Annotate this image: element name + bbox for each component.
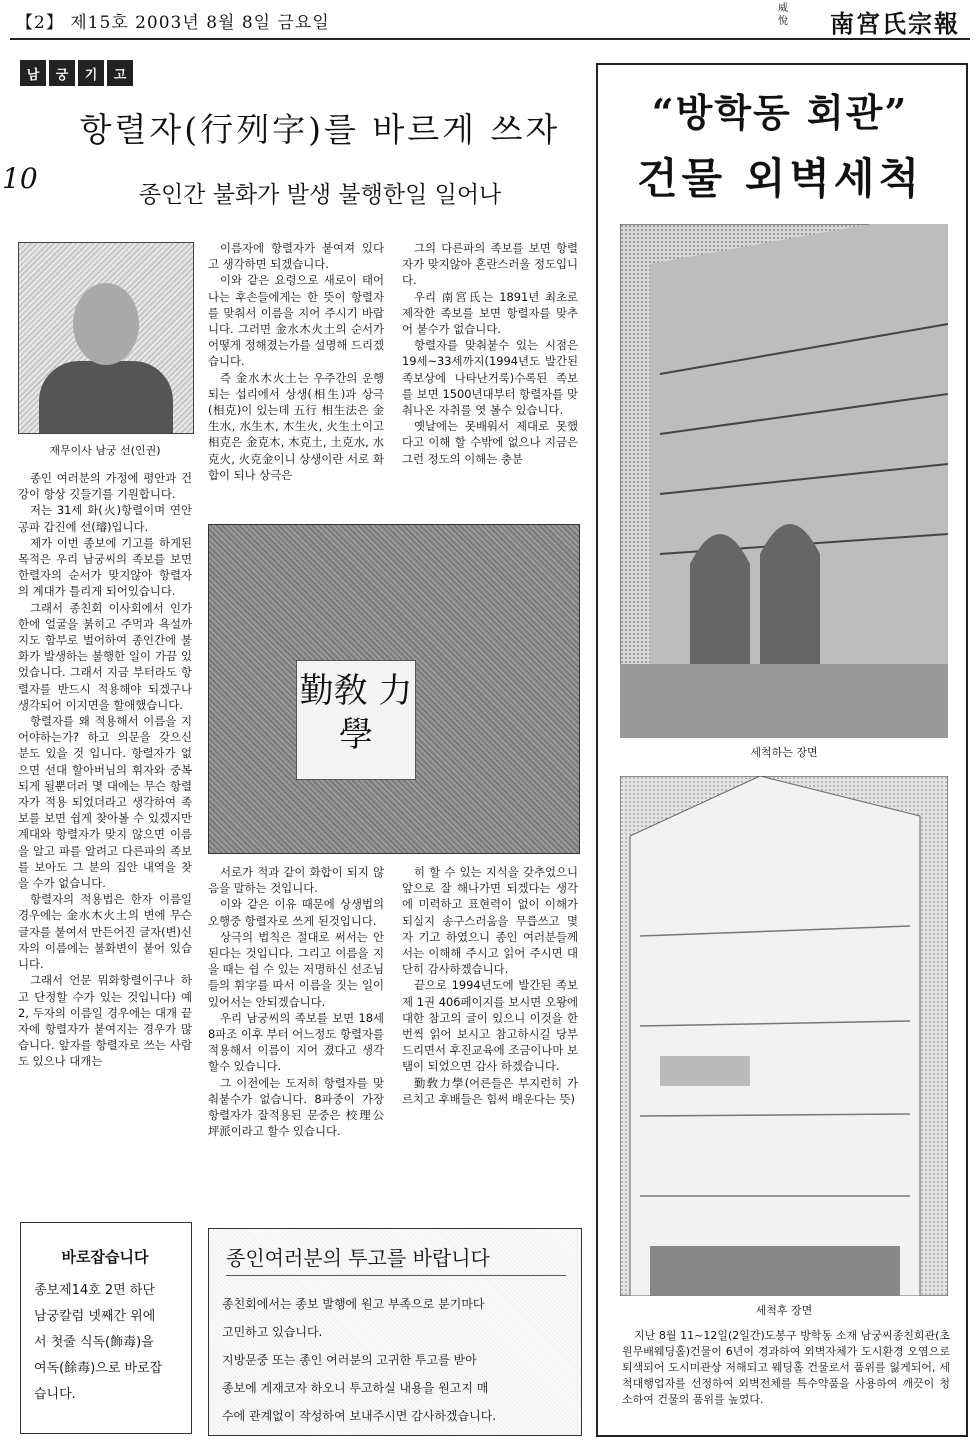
submission-body bbox=[222, 1290, 566, 1430]
paragraph: 그의 다른파의 족보를 보면 항렬자가 맞지않아 혼란스러울 정도입니다. bbox=[402, 241, 578, 288]
correction-line: 서 첫줄 식독(飾毒)을 bbox=[34, 1335, 154, 1350]
correction-line: 여독(餘毒)으로 바로잡 bbox=[34, 1361, 163, 1376]
paragraph: 우리 南宮氏는 1891년 최초로 제작한 족보를 보면 항렬자를 맞추어 붙수가 없습니다. bbox=[402, 289, 578, 337]
paragraph: 끝으로 1994년도에 발간된 족보 제 1권 406페이지를 보시면 오왕에 대한 참고의 글이 있으니 이것을 한번씩 읽어 보시고 참고하시길 당부 드리면서 후진교육에 조금이나마 보탬이 되었으면 감사 하겠습니다. bbox=[402, 978, 578, 1074]
author-portrait bbox=[18, 242, 194, 434]
correction-body bbox=[34, 1278, 180, 1408]
portrait-suit bbox=[39, 361, 173, 433]
paragraph: 제가 이번 종보에 기고를 하게된 목적은 우리 남궁씨의 족보를 보면 한렬자의 순서가 맞지않아 항렬자의 계대가 틀리게 되어있습니다. bbox=[18, 535, 192, 599]
submission-line: 고민하고 있습니다. bbox=[222, 1325, 323, 1339]
correction-line: 습니다. bbox=[34, 1387, 76, 1402]
article-column-3-top bbox=[402, 240, 578, 467]
calligraphy-scroll: 勤敎 力學 bbox=[296, 660, 416, 780]
paragraph: 종인 여러분의 가정에 평안과 건강이 항상 깃들기를 기원합니다. bbox=[18, 471, 192, 502]
paragraph: 히 할 수 있는 지식을 갖추었으니 앞으로 잘 해나가면 되겠다는 생각에 미력하고 표현력이 없이 이해가 되실지 송구스러움을 무릅쓰고 몇 자 기고 하였으니 종인 여러분들께서는 이해해 주시고 읽어 주시면 대단히 감사하겠습니다. bbox=[402, 865, 578, 977]
correction-line: 종보제14호 2면 하단 bbox=[34, 1283, 155, 1298]
right-article-title-1: “방학동 회관” bbox=[651, 90, 909, 135]
masthead-emblem-text: 威悅 bbox=[778, 3, 788, 27]
article-column-2-top bbox=[208, 240, 384, 483]
paragraph: 저는 31세 화(火)항렬이며 연안공파 갑진에 선(璿)입니다. bbox=[18, 503, 192, 534]
cleaning-photo bbox=[620, 224, 948, 738]
submission-line: 종보에 게재코자 하오니 투고하실 내용을 원고지 매 bbox=[222, 1381, 489, 1395]
paragraph: 항렬자를 왜 적용해서 이름을 지어야하는가? 하고 의문을 갖으신 분도 있을 것 입니다. 항렬자가 없으면 선대 할아버님의 휘자와 중복되게 될뿐더러 몇 대에는 무슨 항렬자가 적용 되었더라고 생각하여 족보를 보면 쉽게 찾아볼 수 있겠지만 계대와 항렬자가 맞지 않으면 이름을 알고 파를 알려고 다른파의 족보를 보아도 그 분의 집안 내역을 찾을 수가 없습니다. bbox=[18, 714, 192, 891]
submission-line: 지방문중 또는 종인 여러분의 고귀한 투고를 받아 bbox=[222, 1353, 477, 1367]
paragraph: 이와 같은 이유 때문에 상생법의 오행중 항렬자로 쓰게 된것입니다. bbox=[208, 897, 384, 928]
paragraph: 이와 같은 요령으로 새로이 태어나는 후손들에게는 한 뜻이 항렬자를 맞춰서 이름을 지어 주시기 바랍니다. 그러면 金水木火土의 순서가 어떻게 정해졌는가를 설명해 드리겠습니다. bbox=[208, 273, 384, 369]
badge-char: 남 bbox=[20, 60, 46, 86]
badge-char: 궁 bbox=[49, 60, 75, 86]
paragraph: 상극의 법칙은 절대로 써서는 안된다는 것입니다. 그리고 이름을 지을 때는 쉽 수 있는 저명하신 선조님들의 휘字를 따서 이름을 짓는 일이 있어서는 안되겠습니다. bbox=[208, 929, 384, 1009]
paragraph: 항렬자의 적용법은 한자 이름일 경우에는 金水木火土의 변에 무슨 글자를 붙여서 만든어진 글자(변)신자의 이름에는 불화변이 붙어 있습니다. bbox=[18, 892, 192, 972]
portrait-caption: 재무이사 남궁 선(인권) bbox=[49, 444, 161, 457]
newspaper-title: 南宮氏宗報 bbox=[830, 9, 960, 38]
correction-title: 바로잡습니다 bbox=[61, 1248, 149, 1266]
issue-info: 【2】 제15호 2003년 8월 8일 금요일 bbox=[16, 13, 330, 33]
paragraph: 옛날에는 못배워서 제대로 못했다고 이해 할 수밖에 없으나 지금은 그런 정도의 이해는 충분 bbox=[402, 419, 578, 466]
paragraph: 서로가 적과 같이 화합이 되지 않음을 말하는 것입니다. bbox=[208, 865, 384, 896]
paragraph: 그래서 언문 뭐화항렬이구나 하고 단정할 수가 있는 것입니다) 예2, 두자의 이름일 경우에는 대개 끝자에 항렬자가 붙여지는 경우가 많습니다. 앞자를 항렬자로 쓰는 사람도 있으나 대개는 bbox=[18, 973, 192, 1069]
paragraph: 즉 金水木火土는 우주간의 운행되는 섭리에서 상생(相生)과 상극(相克)이 있는데 五行 相生法은 金生水, 水生木, 木生火, 火生土이고 相克은 金克木, 木克土, 土克水, 水克火, 火克金이니 상생이란 서로 화합이 되나 상극은 bbox=[208, 370, 384, 482]
right-article-title-2: 건물 외벽세척 bbox=[636, 154, 924, 203]
after-cleaning-photo bbox=[620, 776, 948, 1296]
badge-char: 고 bbox=[107, 60, 133, 86]
header-rule bbox=[10, 38, 970, 40]
article-column-3-bottom bbox=[402, 864, 578, 1107]
portrait-face bbox=[73, 283, 139, 365]
paragraph: 그래서 종친회 이사회에서 인가한에 얼굴을 붉히고 주먹과 욕설까지도 함부로 벌어하여 종인간에 불화가 발생하는 불행한 일이 가끔 있었습니다. 그래서 지금 부터라도 항렬자를 반드시 적용해야 되겠구나 생각되어 이지면을 할애했습니다. bbox=[18, 600, 192, 712]
section-badge bbox=[20, 60, 133, 86]
submission-title: 종인여러분의 투고를 바랍니다 bbox=[226, 1242, 566, 1276]
submission-line: 종친회에서는 종보 발행에 원고 부족으로 분기마다 bbox=[222, 1297, 485, 1311]
badge-char: 기 bbox=[78, 60, 104, 86]
cleaning-photo-caption: 세척하는 장면 bbox=[750, 746, 818, 759]
article-headline: 항렬자(行列字)를 바르게 쓰자 bbox=[79, 110, 561, 149]
paragraph: 항렬자를 맞춰붙수 있는 시점은 19세~33세까지(1994년도 발간된 족보상에 나타난거룩)수록된 족보를 보면 1500년대부터 항렬자를 맞춰나온 자취를 엿 볼수 있습니다. bbox=[402, 338, 578, 418]
paragraph: 그 이전에는 도저히 항렬자를 맞춰붙수가 없습니다. 8파중이 가장 항렬자가 잘적용된 문중은 校理公 坪派이라고 할수 있습니다. bbox=[208, 1075, 384, 1139]
article-subhead: 종인간 불화가 발생 불행한일 일어나 bbox=[138, 182, 502, 208]
article-column-2-bottom bbox=[208, 864, 384, 1139]
correction-line: 남궁칼럼 넷째간 위에 bbox=[34, 1309, 156, 1324]
paragraph: 이름자에 항렬자가 붙여져 있다고 생각하면 되겠습니다. bbox=[208, 241, 384, 272]
handwritten-mark: 10 bbox=[2, 162, 38, 195]
article-column-1 bbox=[18, 470, 192, 1070]
paragraph: 勤敎力學(어른들은 부지런히 가르치고 후배들은 힘써 배운다는 뜻) bbox=[402, 1075, 578, 1106]
right-article-body: 지난 8월 11~12일(2일간)도봉구 방학동 소재 남궁씨종친회관(초원무배웨딩홀)건물이 6년이 경과하여 외벽자체가 도시환경 오염으로 퇴색되어 도시미관상 저해되고 웨딩홀 건물로서 품위를 잃게되어, 세척대행업자를 선정하여 외벽전체를 특수약품을 사용하여 깨끗이 청소하여 건물의 품위를 높였다. bbox=[622, 1329, 950, 1406]
submission-line: 수에 관계없이 작성하여 보내주시면 감사하겠습니다. bbox=[222, 1409, 497, 1423]
paragraph: 우리 남궁씨의 족보를 보면 18세 8파조 이후 부터 어느정도 항렬자를 적용해서 이름이 지어 졌다고 생각할수 있습니다. bbox=[208, 1010, 384, 1074]
after-cleaning-caption: 세척후 장면 bbox=[755, 1304, 813, 1317]
